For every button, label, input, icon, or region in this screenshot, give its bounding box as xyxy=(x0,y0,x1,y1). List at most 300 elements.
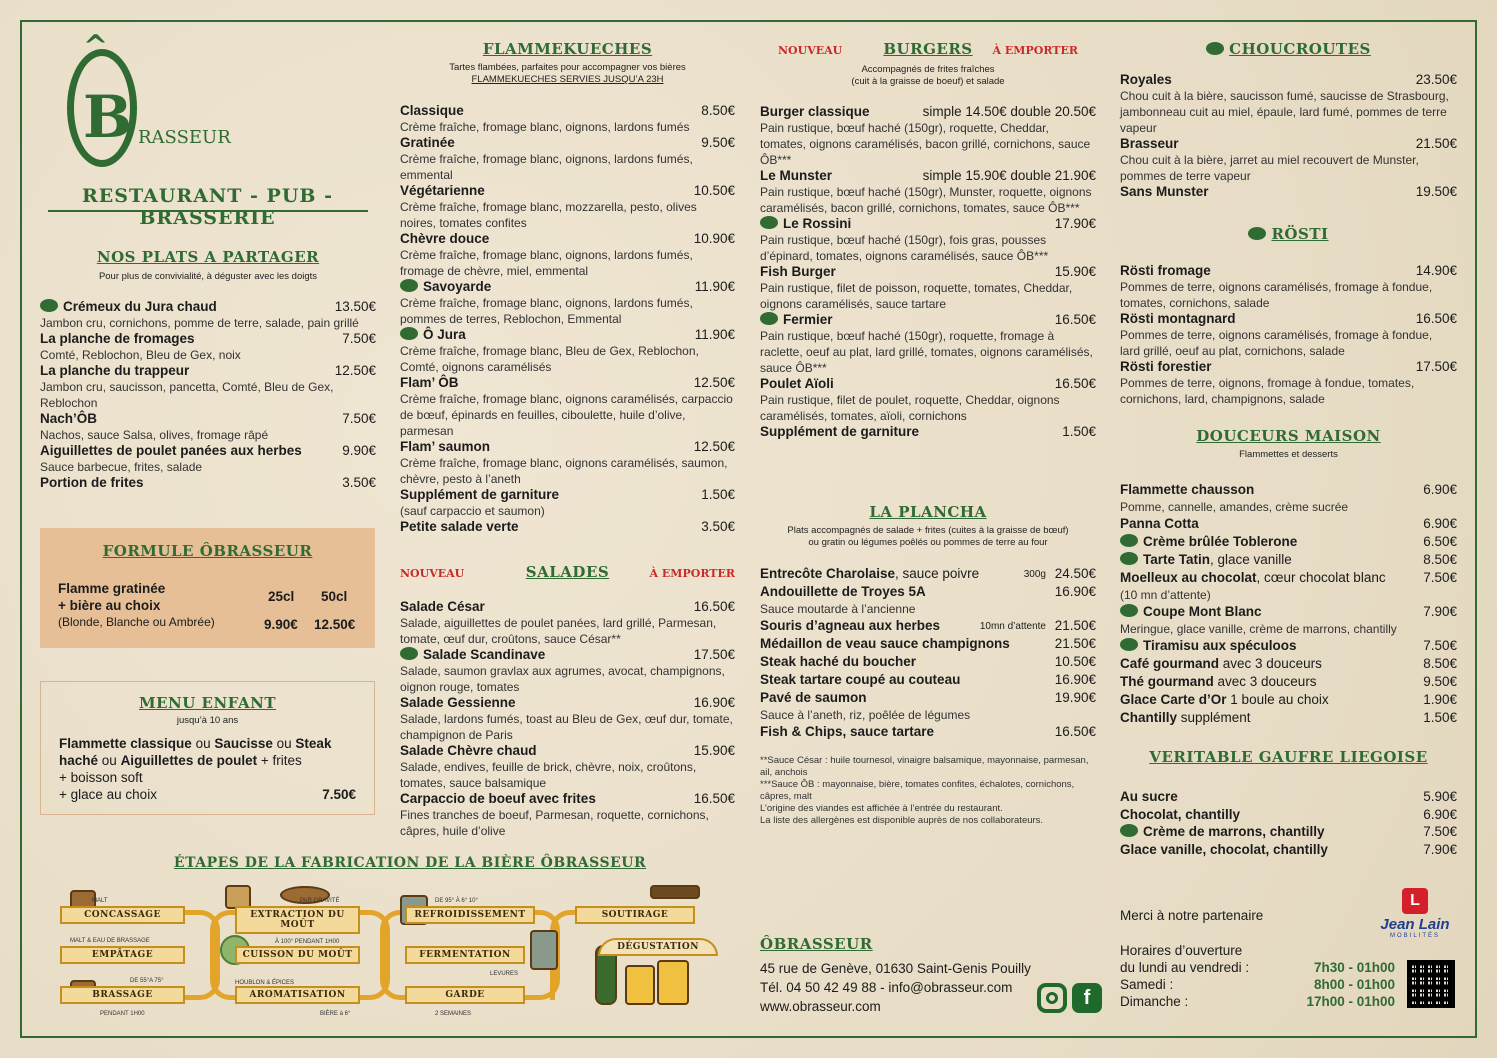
menu-item xyxy=(1120,263,1457,279)
step-note: HOUBLON & ÉPICES xyxy=(235,980,295,986)
formule-box xyxy=(40,528,375,648)
item-price: 19.90€ xyxy=(1054,690,1096,705)
item-price: 11.90€ xyxy=(694,327,735,342)
item-price: 19.50€ xyxy=(1415,184,1457,199)
menu-item xyxy=(400,599,735,615)
item-name: Médaillon de veau sauce champignons xyxy=(760,636,1010,651)
item-extra: , glace vanille xyxy=(1210,552,1292,567)
step-note: BIÈRE à 6° xyxy=(320,1011,351,1017)
item-desc: Crème fraîche, fromage blanc, oignons, lardons fumés, emmental xyxy=(400,152,693,182)
menu-item xyxy=(400,375,735,391)
item-price: 16.50€ xyxy=(1054,724,1096,739)
item-desc: Crème fraîche, fromage blanc, mozzarella, pesto, olives noires, tomates confites xyxy=(400,200,697,230)
step-garde: GARDE xyxy=(405,986,525,1004)
item-desc: Salade, aiguillettes de poulet panées, lard grillé, Parmesan, tomate, œuf dur, croûtons, sauce César** xyxy=(400,616,717,646)
tagline: RESTAURANT - PUB - BRASSERIE xyxy=(82,185,333,229)
menu-item xyxy=(40,443,376,459)
hours-block xyxy=(1120,942,1395,1010)
item-price: 15.90€ xyxy=(1054,264,1096,279)
item-price: 12.50€ xyxy=(693,375,735,390)
item-price: 6.90€ xyxy=(1423,806,1457,822)
item-price: 14.90€ xyxy=(1415,263,1457,278)
item-price: 21.50€ xyxy=(1415,136,1457,151)
logo-circumflex: ^ xyxy=(83,29,109,64)
menu-item xyxy=(40,363,376,379)
item-price: 5.90€ xyxy=(1423,789,1457,804)
menu-item xyxy=(1120,603,1457,621)
item-desc: Sauce à l’aneth, riz, poêlée de légumes xyxy=(760,708,971,722)
item-name: La planche de fromages xyxy=(40,331,195,346)
burgers-section xyxy=(760,40,1096,440)
item-name: Classique xyxy=(400,103,464,118)
menu-item xyxy=(1120,673,1457,691)
plancha-section xyxy=(760,503,1096,827)
item-price: 7.50€ xyxy=(1423,638,1457,653)
douceurs-title: DOUCEURS MAISON xyxy=(1196,427,1381,445)
item-note: 300g xyxy=(1023,569,1046,580)
item-name: Salade Gessienne xyxy=(400,695,516,710)
partner-logo: L Jean Lain MOBILITÉS xyxy=(1370,888,1460,939)
item-price: 7.50€ xyxy=(342,411,376,426)
item-price: 8.50€ xyxy=(1423,552,1457,567)
item-price: 9.90€ xyxy=(342,443,376,458)
item-name: Gratinée xyxy=(400,135,455,150)
flamm-subtitle: Tartes flambées, parfaites pour accompagner vos bières xyxy=(449,62,686,73)
menu-item xyxy=(1120,533,1457,551)
item-name: Sans Munster xyxy=(1120,184,1209,199)
logo xyxy=(55,29,255,175)
menu-item xyxy=(400,231,735,247)
menu-item xyxy=(760,689,1096,707)
enfant-boisson: + boisson soft xyxy=(59,770,143,785)
item-name: Rösti fromage xyxy=(1120,263,1211,278)
item-extra: , sauce poivre xyxy=(895,566,980,581)
step-extraction: EXTRACTION DU MOÛT xyxy=(235,906,360,934)
hours-weekday: 7h30 - 01h00 xyxy=(1313,960,1395,975)
step-note: 2 SEMAINES xyxy=(435,1011,472,1017)
house-badge-icon xyxy=(1248,227,1266,240)
item-name: Brasseur xyxy=(1120,136,1179,151)
step-soutirage: SOUTIRAGE xyxy=(575,906,695,924)
plancha-note: La liste des allergènes est disponible auprès de nos collaborateurs. xyxy=(760,815,1044,826)
item-price: 10.90€ xyxy=(693,231,735,246)
item-desc: Pain rustique, bœuf haché (150gr), roquette, Cheddar, tomates, oignons caramélisés, bacon grillé, cornichons, sauce ÔB*** xyxy=(760,121,1091,167)
item-name: Andouillette de Troyes 5A xyxy=(760,584,926,599)
house-badge-icon xyxy=(1120,552,1138,565)
menu-item xyxy=(1120,788,1457,806)
menu-item xyxy=(1120,136,1457,152)
menu-item xyxy=(400,103,735,119)
item-desc: Pommes de terre, oignons caramélisés, fromage à fondue, lard grillé, oeuf au plat, cornichons, salade xyxy=(1120,328,1433,358)
item-name: Fermier xyxy=(783,312,833,327)
menu-item xyxy=(1120,481,1457,499)
item-price: 1.90€ xyxy=(1423,692,1457,707)
item-name: Rösti montagnard xyxy=(1120,311,1236,326)
item-note: 10mn d’attente xyxy=(979,621,1046,632)
item-desc: Sauce barbecue, frites, salade xyxy=(40,460,203,474)
item-name: Chèvre douce xyxy=(400,231,490,246)
burgers-list xyxy=(760,104,1096,440)
house-badge-icon xyxy=(760,312,778,325)
burgers-title: BURGERS xyxy=(883,40,973,58)
item-name: Tarte Tatin xyxy=(1143,552,1211,567)
item-name: Salade Chèvre chaud xyxy=(400,743,537,758)
item-price: 10.50€ xyxy=(693,183,735,198)
item-name: Crème brûlée Toblerone xyxy=(1143,534,1298,549)
item-desc: (sauf carpaccio et saumon) xyxy=(400,504,545,518)
menu-item xyxy=(40,299,376,315)
item-price: 17.90€ xyxy=(1054,216,1096,231)
gaufre-title: VERITABLE GAUFRE LIEGOISE xyxy=(1149,748,1428,766)
item-name: Flammette chausson xyxy=(1120,482,1255,497)
formule-line3: (Blonde, Blanche ou Ambrée) xyxy=(58,615,215,629)
item-price: 6.90€ xyxy=(1423,482,1457,497)
flamm-title: FLAMMEKUECHES xyxy=(482,40,653,58)
menu-item xyxy=(400,487,735,503)
item-desc: Pain rustique, bœuf haché (150gr), fois gras, pousses d’épinard, tomates, oignons caramélisés, sauce ÔB*** xyxy=(760,233,1049,263)
formule-line1: Flamme gratinée xyxy=(58,581,166,596)
salades-list xyxy=(400,599,735,839)
item-extra: 1 boule au choix xyxy=(1226,692,1329,707)
item-desc: Crème fraîche, fromage blanc, oignons, lardons fumés, fromage de chèvre, miel, emmental xyxy=(400,248,693,278)
menu-item xyxy=(1120,72,1457,88)
hours-title: Horaires d’ouverture xyxy=(1120,943,1243,958)
item-price: 1.50€ xyxy=(701,487,735,502)
rosti-list xyxy=(1120,263,1457,407)
item-name: Au sucre xyxy=(1120,789,1178,804)
step-concassage: CONCASSAGE xyxy=(60,906,185,924)
item-price: 12.50€ xyxy=(693,439,735,454)
item-price: 1.50€ xyxy=(1062,424,1096,439)
step-fermentation: FERMENTATION xyxy=(405,946,525,964)
menu-item xyxy=(400,791,735,807)
formule-size-50: 50cl xyxy=(321,589,348,604)
item-name: Moelleux au chocolat xyxy=(1120,570,1257,585)
item-desc: Pain rustique, bœuf haché (150gr), Munster, roquette, oignons caramélisés, bacon grillé, cornichons, tomates, sauce ÔB*** xyxy=(760,185,1092,215)
enfant-choice-saucisse: Saucisse xyxy=(214,736,273,751)
menu-item xyxy=(760,168,1096,184)
menu-item xyxy=(760,617,1096,635)
item-name: Café gourmand xyxy=(1120,656,1220,671)
step-note: PENDANT 1H00 xyxy=(100,1011,145,1017)
enfant-or: ou xyxy=(98,753,121,768)
item-name: Crème de marrons, chantilly xyxy=(1143,824,1325,839)
item-name: Savoyarde xyxy=(423,279,492,294)
plancha-list xyxy=(760,565,1096,741)
menu-item xyxy=(760,104,1096,120)
item-name: Poulet Aïoli xyxy=(760,376,834,391)
item-name: Royales xyxy=(1120,72,1172,87)
item-name: Nach’ÔB xyxy=(40,411,98,426)
partager-title: NOS PLATS A PARTAGER xyxy=(96,248,320,266)
item-name: Tiramisu aux spéculoos xyxy=(1143,638,1297,653)
house-badge-icon xyxy=(1120,604,1138,617)
item-price: 13.50€ xyxy=(334,299,376,314)
partner-brand-sub: MOBILITÉS xyxy=(1389,933,1440,939)
step-refroidissement: REFROIDISSEMENT xyxy=(405,906,535,924)
formule-title: FORMULE ÔBRASSEUR xyxy=(102,542,313,560)
gaufre-section xyxy=(1120,748,1457,858)
item-desc: Jambon cru, cornichons, pomme de terre, salade, pain grillé xyxy=(40,316,359,330)
hours-sunday-label: Dimanche : xyxy=(1120,994,1189,1009)
fermenter-icon xyxy=(530,930,558,970)
salades-section xyxy=(400,563,735,839)
house-badge-icon xyxy=(1120,534,1138,547)
formule-price-25: 9.90€ xyxy=(264,617,298,632)
burgers-subtitle-2: (cuit à la graisse de boeuf) et salade xyxy=(851,76,1005,87)
enfant-or: ou xyxy=(272,736,296,751)
item-price: 7.90€ xyxy=(1423,841,1457,857)
menu-item xyxy=(760,635,1096,653)
menu-item xyxy=(1120,311,1457,327)
menu-item xyxy=(1120,823,1457,841)
qr-code[interactable] xyxy=(1407,960,1455,1008)
item-desc: Pomme, cannelle, amandes, crème sucrée xyxy=(1120,500,1349,514)
menu-item xyxy=(1120,806,1457,824)
menu-item xyxy=(400,439,735,455)
item-price: 17.50€ xyxy=(693,647,735,662)
choucroutes-section xyxy=(1120,40,1457,200)
menu-item xyxy=(1120,841,1457,859)
item-price: 10.50€ xyxy=(1054,654,1096,669)
menu-item xyxy=(1120,637,1457,655)
menu-item xyxy=(400,647,735,663)
flamm-section xyxy=(400,40,735,535)
item-desc: Crème fraîche, fromage blanc, oignons, lardons fumés, pommes de terres, Reblochon, Emmental xyxy=(400,296,693,326)
douceurs-section xyxy=(1120,427,1457,727)
enfant-choice-steak-2: haché xyxy=(59,753,99,768)
rosti-title: RÖSTI xyxy=(1271,225,1329,243)
item-name: Burger classique xyxy=(760,104,870,119)
item-price: 16.90€ xyxy=(693,695,735,710)
item-price: 16.50€ xyxy=(1054,312,1096,327)
menu-item xyxy=(1120,655,1457,673)
item-price: 21.50€ xyxy=(1054,636,1096,651)
item-desc: Salade, saumon gravlax aux agrumes, avocat, champignons, oignon rouge, tomates xyxy=(400,664,725,694)
choucroutes-title: CHOUCROUTES xyxy=(1229,40,1371,58)
salades-title: SALADES xyxy=(525,563,610,581)
item-name: Coupe Mont Blanc xyxy=(1143,604,1262,619)
item-name: Flam’ saumon xyxy=(400,439,491,454)
item-desc: Comté, Reblochon, Bleu de Gex, noix xyxy=(40,348,241,362)
menu-item xyxy=(400,327,735,343)
partager-subtitle: Pour plus de convivialité, à déguster avec les doigts xyxy=(98,271,318,282)
item-desc: Salade, lardons fumés, toast au Bleu de Gex, œuf dur, tomate, champignon de Paris xyxy=(400,712,733,742)
contact-address: 45 rue de Genève, 01630 Saint-Genis Pouilly xyxy=(760,961,1031,976)
menu-item xyxy=(1120,184,1457,200)
hours-sunday: 17h00 - 01h00 xyxy=(1306,994,1395,1009)
contact-title: ÔBRASSEUR xyxy=(760,935,873,953)
logo-text: RASSEUR xyxy=(138,127,231,148)
item-name: Végétarienne xyxy=(400,183,485,198)
item-name: Steak tartare coupé au couteau xyxy=(760,672,961,687)
house-badge-icon xyxy=(1120,638,1138,651)
house-badge-icon xyxy=(400,279,418,292)
item-price: 6.90€ xyxy=(1423,516,1457,531)
item-price: 12.50€ xyxy=(334,363,376,378)
step-note: DE 55°A 75° xyxy=(130,978,164,984)
menu-item xyxy=(400,519,735,535)
item-desc: Salade, endives, feuille de brick, chèvre, noix, croûtons, tomates, sauce balsamique xyxy=(400,760,697,790)
enfant-box xyxy=(40,681,375,815)
enfant-choice-poulet: Aiguillettes de poulet xyxy=(120,753,258,768)
menu-item xyxy=(760,312,1096,328)
item-name: Supplément de garniture xyxy=(400,487,560,502)
item-price: 17.50€ xyxy=(1415,359,1457,374)
item-price: 16.50€ xyxy=(1054,376,1096,391)
step-note: MALT & EAU DE BRASSAGE xyxy=(70,938,150,944)
item-desc: Pain rustique, filet de poulet, roquette, Cheddar, oignons caramélisés, tomates, aïoli, cornichons xyxy=(760,393,1060,423)
item-name: Portion de frites xyxy=(40,475,144,490)
item-name: Le Rossini xyxy=(783,216,852,231)
douceurs-subtitle: Flammettes et desserts xyxy=(1239,449,1338,460)
menu-item xyxy=(40,475,376,491)
item-desc: Sauce moutarde à l’ancienne xyxy=(760,602,916,616)
beer-mug-icon xyxy=(657,960,689,1005)
item-price: 16.90€ xyxy=(1054,672,1096,687)
partner-text: Merci à notre partenaire xyxy=(1120,908,1264,923)
etapes-title: ÉTAPES DE LA FABRICATION DE LA BIÈRE ÔBRASSEUR xyxy=(173,855,647,871)
item-price: 23.50€ xyxy=(1415,72,1457,87)
douceurs-list xyxy=(1120,481,1457,727)
item-price: 3.50€ xyxy=(701,519,735,534)
item-name: La planche du trappeur xyxy=(40,363,190,378)
item-name: Crémeux du Jura chaud xyxy=(63,299,217,314)
menu-item xyxy=(760,653,1096,671)
house-badge-icon xyxy=(1206,42,1224,55)
item-name: Chantilly xyxy=(1120,710,1178,725)
enfant-choice-flammette: Flammette classique xyxy=(59,736,192,751)
item-desc: Pommes de terre, oignons, fromage à fondue, tomates, cornichons, lard, champignons, salade xyxy=(1120,376,1415,406)
step-brassage: BRASSAGE xyxy=(60,986,185,1004)
menu-item xyxy=(760,216,1096,232)
item-name: Rösti forestier xyxy=(1120,359,1212,374)
step-cuisson: CUISSON DU MOÛT xyxy=(235,946,360,964)
item-name: Thé gourmand xyxy=(1120,674,1214,689)
item-name: Le Munster xyxy=(760,168,833,183)
item-name: Carpaccio de boeuf avec frites xyxy=(400,791,596,806)
item-name: Glace vanille, chocolat, chantilly xyxy=(1120,841,1328,857)
item-price: 7.50€ xyxy=(1423,824,1457,839)
house-badge-icon xyxy=(400,327,418,340)
contact-website[interactable]: www.obrasseur.com xyxy=(760,999,881,1014)
item-price: 3.50€ xyxy=(342,475,376,490)
item-name: Salade César xyxy=(400,599,485,614)
tap-icon xyxy=(650,885,700,899)
menu-item xyxy=(400,279,735,295)
item-price: 8.50€ xyxy=(1423,656,1457,671)
item-price: 7.90€ xyxy=(1423,604,1457,619)
plancha-subtitle: Plats accompagnés de salade + frites (cuites à la graisse de bœuf) xyxy=(787,525,1069,536)
gaufre-list xyxy=(1120,788,1457,858)
hours-saturday-label: Samedi : xyxy=(1120,977,1174,992)
enfant-choice-steak: Steak xyxy=(295,736,332,751)
tagline-underline xyxy=(48,210,368,212)
enfant-title: MENU ENFANT xyxy=(139,694,276,712)
item-desc: Nachos, sauce Salsa, olives, fromage râpé xyxy=(40,428,269,442)
item-extra: avec 3 douceurs xyxy=(1213,674,1317,689)
item-extra: , cœur chocolat blanc xyxy=(1256,570,1386,585)
item-price: 9.50€ xyxy=(1423,674,1457,689)
burgers-subtitle: Accompagnés de frites fraîches xyxy=(861,64,995,75)
menu-item xyxy=(40,331,376,347)
contact-phone-email[interactable]: Tél. 04 50 42 49 88 - info@obrasseur.com xyxy=(760,980,1013,995)
menu-item xyxy=(760,723,1096,741)
item-desc: Jambon cru, saucisson, pancetta, Comté, Bleu de Gex, Reblochon xyxy=(40,380,334,410)
plancha-note: ***Sauce ÔB : mayonnaise, bière, tomates confites, échalotes, cornichons, câpres, malt xyxy=(760,779,1075,802)
burgers-nouveau-tag: NOUVEAU xyxy=(778,44,843,57)
item-name: Chocolat, chantilly xyxy=(1120,806,1241,822)
menu-item xyxy=(1120,709,1457,727)
item-desc: Meringue, glace vanille, crème de marrons, chantilly xyxy=(1120,622,1397,636)
instagram-icon[interactable] xyxy=(1037,983,1067,1013)
item-price: 15.90€ xyxy=(693,743,735,758)
item-desc: Chou cuit à la bière, saucisson fumé, saucisse de Strasbourg, jambonneau cuit au miel, épaule, lard fumé, pommes de terre vapeur xyxy=(1120,89,1449,135)
partager-section xyxy=(40,248,376,491)
flamm-list xyxy=(400,103,735,535)
step-note: LEVURES xyxy=(490,971,519,977)
item-name: Fish Burger xyxy=(760,264,836,279)
item-price: simple 14.50€ double 20.50€ xyxy=(922,104,1096,119)
item-name: Supplément de garniture xyxy=(760,424,920,439)
menu-item xyxy=(760,424,1096,440)
menu-item xyxy=(760,583,1096,601)
item-name: Ô Jura xyxy=(423,327,466,342)
item-price: 1.50€ xyxy=(1423,710,1457,725)
item-price: 11.90€ xyxy=(694,279,735,294)
menu-item xyxy=(1120,551,1457,569)
menu-item xyxy=(400,135,735,151)
choucroutes-list xyxy=(1120,72,1457,200)
menu-item xyxy=(760,671,1096,689)
formule-line2: + bière au choix xyxy=(58,598,161,613)
formule-price-50: 12.50€ xyxy=(314,617,356,632)
step-empatage: EMPÂTAGE xyxy=(60,946,185,964)
item-desc: Pain rustique, filet de poisson, roquette, tomates, Cheddar, oignons caramélisés, sauce tartare xyxy=(760,281,1073,311)
brewing-diagram xyxy=(60,880,740,1020)
menu-item xyxy=(760,376,1096,392)
step-note: DE 95° À 6° 10° xyxy=(435,898,478,904)
house-badge-icon xyxy=(400,647,418,660)
menu-item xyxy=(760,565,1096,583)
partager-list xyxy=(40,299,376,491)
menu-item xyxy=(40,411,376,427)
menu-item xyxy=(400,743,735,759)
item-price: 7.50€ xyxy=(342,331,376,346)
item-price: 24.50€ xyxy=(1054,566,1096,581)
step-note: PAR GRAVITÉ xyxy=(300,898,340,904)
step-degustation: DÉGUSTATION xyxy=(598,938,718,956)
item-desc: Crème fraîche, fromage blanc, oignons caramélisés, carpaccio de bœuf, épinards en feuilles, ciboulette, huile d’olive, parmesan xyxy=(400,392,733,438)
facebook-icon[interactable]: f xyxy=(1072,983,1102,1013)
item-name: Steak haché du boucher xyxy=(760,654,917,669)
house-badge-icon xyxy=(760,216,778,229)
enfant-subtitle: jusqu’à 10 ans xyxy=(176,715,239,726)
item-price: 16.50€ xyxy=(1415,311,1457,326)
rosti-section xyxy=(1120,225,1457,407)
logo-b: B xyxy=(83,83,133,151)
hours-saturday: 8h00 - 01h00 xyxy=(1313,977,1395,992)
plancha-note: **Sauce César : huile tournesol, vinaigre balsamique, mayonnaise, parmesan, ail, anchois xyxy=(760,755,1089,778)
item-desc: Crème fraîche, fromage blanc, Bleu de Gex, Reblochon, Comté, oignons caramélisés xyxy=(400,344,699,374)
menu-item xyxy=(400,695,735,711)
item-price: simple 15.90€ double 21.90€ xyxy=(922,168,1096,183)
menu-item xyxy=(1120,359,1457,375)
item-desc: Fines tranches de boeuf, Parmesan, roquette, cornichons, câpres, huile d’olive xyxy=(400,808,709,838)
item-name: Aiguillettes de poulet panées aux herbes xyxy=(40,443,302,458)
enfant-frites: + frites xyxy=(257,753,302,768)
step-note: MALT xyxy=(92,898,108,904)
